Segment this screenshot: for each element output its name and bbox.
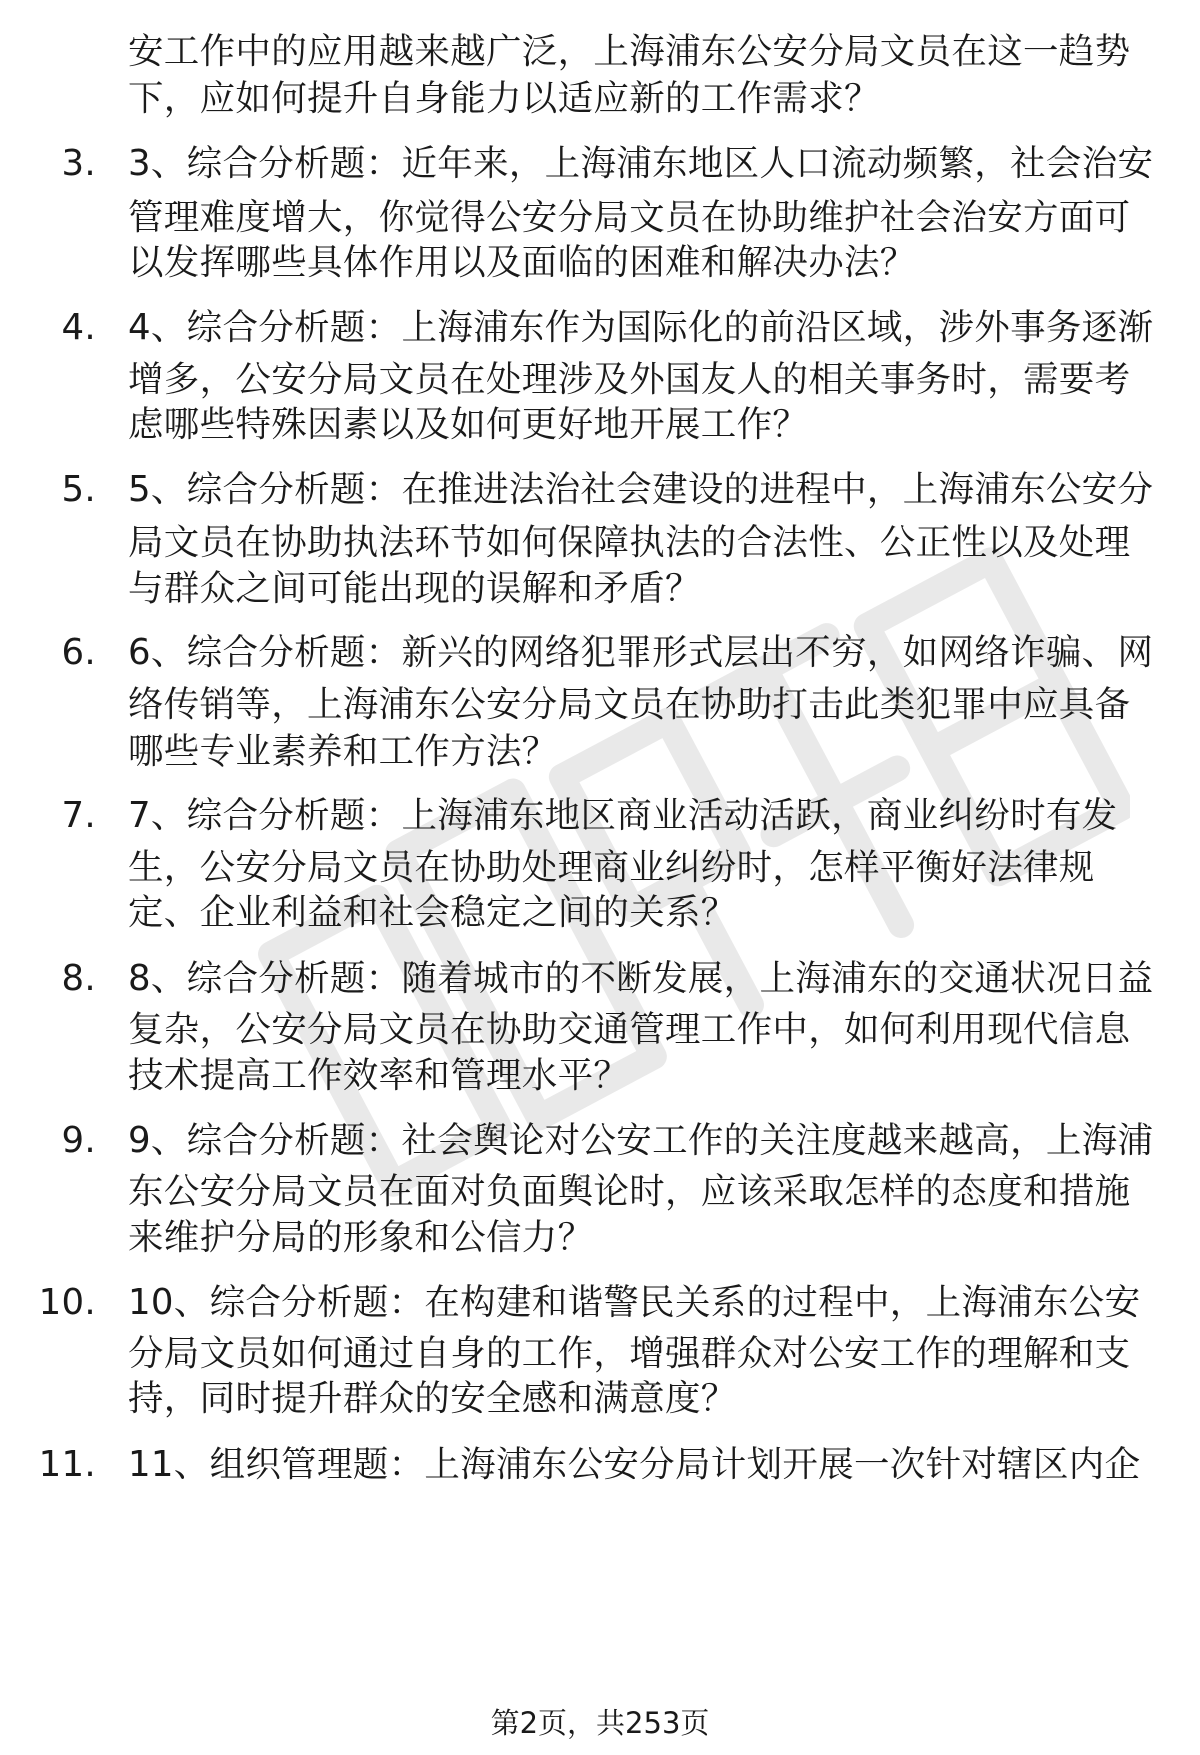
question-line	[0, 464, 1200, 516]
question-line	[0, 1439, 1200, 1491]
question-line	[0, 302, 1200, 354]
question-text: 5、综合分析题：在推进法治社会建设的进程中，上海浦东公安分	[128, 469, 1154, 510]
question-continuation-line	[0, 887, 1200, 939]
question-line	[0, 627, 1200, 679]
question-text: 东公安分局文员在面对负面舆论时，应该采取怎样的态度和措施	[128, 1171, 1131, 1212]
question-continuation-line	[0, 237, 1200, 289]
question-text: 分局文员如何通过自身的工作，增强群众对公安工作的理解和支	[128, 1333, 1131, 1374]
question-text: 管理难度增大，你觉得公安分局文员在协助维护社会治安方面可	[128, 197, 1131, 238]
question-text: 安工作中的应用越来越广泛，上海浦东公安分局文员在这一趋势	[128, 31, 1131, 72]
question-text: 技术提高工作效率和管理水平？	[128, 1055, 630, 1096]
question-line	[0, 1277, 1200, 1329]
question-number: 8.	[61, 958, 96, 999]
question-continuation-line	[0, 517, 1200, 569]
question-line	[0, 1115, 1200, 1167]
question-continuation-line	[0, 1212, 1200, 1264]
question-continuation-line	[0, 563, 1200, 615]
question-number: 10.	[38, 1282, 96, 1323]
question-text: 增多，公安分局文员在处理涉及外国友人的相关事务时，需要考	[128, 359, 1131, 400]
question-continuation-line	[0, 1050, 1200, 1102]
question-text: 10、综合分析题：在构建和谐警民关系的过程中，上海浦东公安	[128, 1282, 1141, 1323]
question-number: 7.	[61, 795, 96, 836]
question-text: 7、综合分析题：上海浦东地区商业活动活跃，商业纠纷时有发	[128, 795, 1118, 836]
question-number: 5.	[61, 469, 96, 510]
question-text: 6、综合分析题：新兴的网络犯罪形式层出不穷，如网络诈骗、网	[128, 632, 1154, 673]
question-text: 局文员在协助执法环节如何保障执法的合法性、公正性以及处理	[128, 522, 1131, 563]
question-text: 11、组织管理题：上海浦东公安分局计划开展一次针对辖区内企	[128, 1444, 1141, 1485]
question-text: 复杂，公安分局文员在协助交通管理工作中，如何利用现代信息	[128, 1009, 1131, 1050]
question-continuation-line	[0, 726, 1200, 778]
question-continuation-line	[0, 73, 1200, 125]
question-continuation-line	[0, 679, 1200, 731]
question-text: 哪些专业素养和工作方法？	[128, 731, 558, 772]
question-continuation-line	[0, 1166, 1200, 1218]
question-text: 9、综合分析题：社会舆论对公安工作的关注度越来越高，上海浦	[128, 1120, 1154, 1161]
question-number: 6.	[61, 632, 96, 673]
question-number: 4.	[61, 307, 96, 348]
question-text: 与群众之间可能出现的误解和矛盾？	[128, 568, 701, 609]
question-text: 络传销等，上海浦东公安分局文员在协助打击此类犯罪中应具备	[128, 684, 1131, 725]
question-text: 定、企业利益和社会稳定之间的关系？	[128, 892, 737, 933]
question-number: 9.	[61, 1120, 96, 1161]
question-continuation-line	[0, 1373, 1200, 1425]
question-text: 3、综合分析题：近年来，上海浦东地区人口流动频繁，社会治安	[128, 143, 1154, 184]
question-text: 4、综合分析题：上海浦东作为国际化的前沿区域，涉外事务逐渐	[128, 307, 1154, 348]
question-continuation-line	[0, 1004, 1200, 1056]
question-text: 来维护分局的形象和公信力？	[128, 1217, 594, 1258]
question-text: 8、综合分析题：随着城市的不断发展，上海浦东的交通状况日益	[128, 958, 1154, 999]
question-continuation-line	[0, 26, 1200, 78]
question-number: 3.	[61, 143, 96, 184]
question-number: 11.	[38, 1444, 96, 1485]
question-text: 虑哪些特殊因素以及如何更好地开展工作？	[128, 404, 809, 445]
question-line	[0, 953, 1200, 1005]
question-text: 以发挥哪些具体作用以及面临的困难和解决办法？	[128, 242, 916, 283]
question-text: 持，同时提升群众的安全感和满意度？	[128, 1378, 737, 1419]
page-footer: 第2页，共253页	[490, 1706, 710, 1740]
question-line	[0, 790, 1200, 842]
question-text: 下，应如何提升自身能力以适应新的工作需求？	[128, 78, 880, 119]
question-line	[0, 138, 1200, 190]
question-text: 生，公安分局文员在协助处理商业纠纷时，怎样平衡好法律规	[128, 847, 1095, 888]
question-continuation-line	[0, 399, 1200, 451]
